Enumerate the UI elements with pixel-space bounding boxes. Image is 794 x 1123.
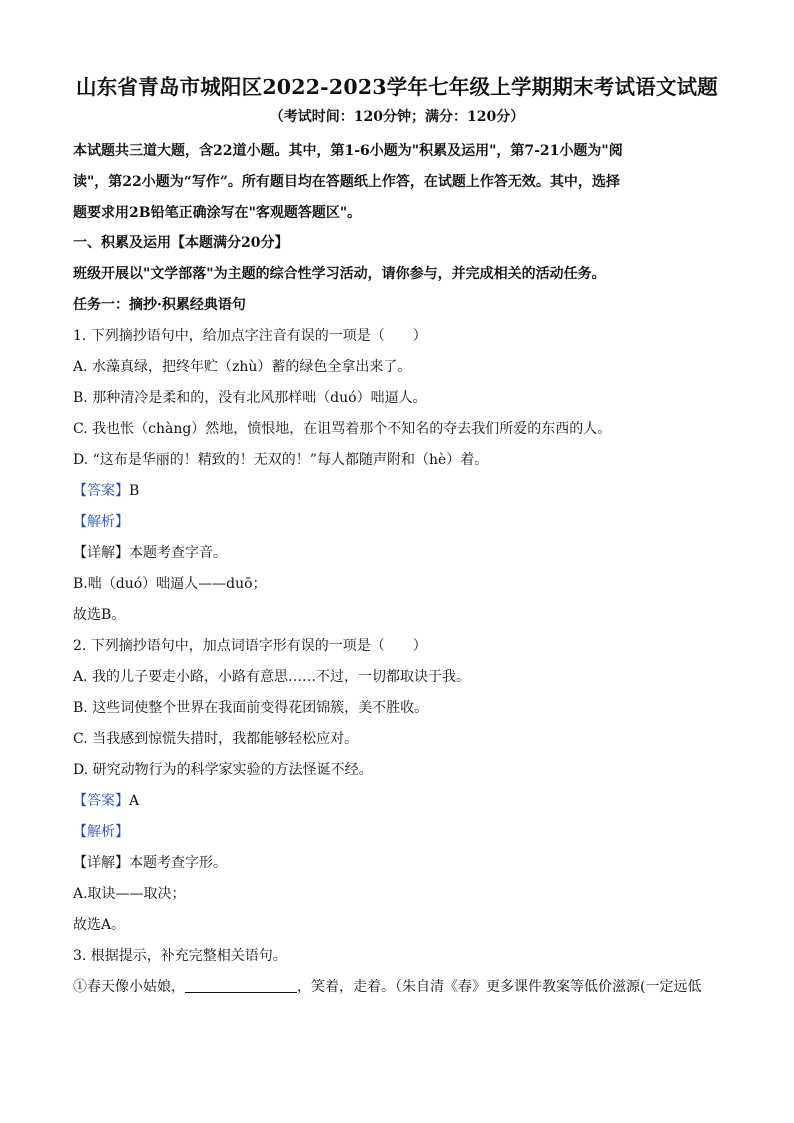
question-1-detail bbox=[73, 543, 227, 563]
item-1-after-blank: ，笑着，走着。（朱自清《春》更多课件教案等低价滋源(一定远低 bbox=[297, 979, 702, 995]
intro-line-1: 本试题共三道大题，含22道小题。其中，第1-6小题为"积累及运用"，第7-21小题为"阅 bbox=[73, 143, 623, 159]
question-2-stem: 2. 下列摘抄语句中，加点词语字形有误的一项是（ ） bbox=[73, 638, 427, 654]
question-1-option-b: B. 那种清冷是柔和的，没有北风那样咄（duó）咄逼人。 bbox=[73, 390, 427, 406]
question-2-option-a: A. 我的儿子要走小路，小路有意思……不过，一切都取诀于我。 bbox=[73, 669, 471, 685]
question-2-explanation: A.取诀——取决； bbox=[73, 886, 186, 902]
answer-value: A bbox=[129, 793, 140, 809]
question-3-item-1 bbox=[73, 977, 701, 997]
question-2-option-b: B. 这些词使整个世界在我面前变得花团锦簇，美不胜收。 bbox=[73, 700, 429, 716]
fill-in-blank bbox=[185, 978, 297, 993]
question-1-stem: 1. 下列摘抄语句中，给加点字注音有误的一项是（ ） bbox=[73, 328, 427, 344]
question-3-stem: 3. 根据提示，补充完整相关语句。 bbox=[73, 948, 287, 964]
question-2-answer bbox=[73, 791, 139, 811]
task-heading: 任务一：摘抄·积累经典语句 bbox=[73, 297, 246, 313]
activity-intro: 班级开展以"文学部落"为主题的综合性学习活动，请你参与，并完成相关的活动任务。 bbox=[73, 266, 606, 282]
answer-tag: 【答案】 bbox=[73, 483, 129, 499]
exam-info-subtitle: （考试时间：120分钟；满分：120分） bbox=[269, 109, 525, 125]
question-2-detail bbox=[73, 853, 227, 873]
answer-tag: 【答案】 bbox=[73, 793, 129, 809]
intro-line-3: 题要求用2B铅笔正确涂写在"客观题答题区"。 bbox=[73, 205, 362, 221]
question-1-option-c: C. 我也怅（chàng）然地，愤恨地，在诅骂着那个不知名的夺去我们所爱的东西的人。 bbox=[73, 421, 612, 437]
question-1-option-a: A. 水藻真绿，把终年贮（zhù）蓄的绿色全拿出来了。 bbox=[73, 359, 412, 375]
question-2-option-c: C. 当我感到惊慌失措时，我都能够轻松应对。 bbox=[73, 731, 359, 747]
item-1-before-blank: ①春天像小姑娘， bbox=[73, 979, 185, 995]
answer-value: B bbox=[129, 483, 140, 499]
question-1-conclusion: 故选B。 bbox=[73, 607, 126, 623]
question-2-analysis-tag: 【解析】 bbox=[73, 824, 129, 840]
intro-line-2: 读"，第22小题为“写作”。所有题目均在答题纸上作答，在试题上作答无效。其中，选择 bbox=[73, 174, 620, 190]
document-title: 山东省青岛市城阳区2022-2023学年七年级上学期期末考试语文试题 bbox=[76, 75, 718, 99]
question-1-analysis-tag: 【解析】 bbox=[73, 514, 129, 530]
detail-text: 本题考查字音。 bbox=[129, 545, 227, 561]
question-1-option-d: D. “这布是华丽的！精致的！无双的！”每人都随声附和（hè）着。 bbox=[73, 452, 489, 468]
section-heading: 一、积累及运用【本题满分20分】 bbox=[73, 235, 289, 251]
detail-tag: 【详解】 bbox=[73, 855, 129, 871]
question-1-explanation: B.咄（duó）咄逼人——duō； bbox=[73, 576, 267, 592]
detail-tag: 【详解】 bbox=[73, 545, 129, 561]
detail-text: 本题考查字形。 bbox=[129, 855, 227, 871]
question-2-conclusion: 故选A。 bbox=[73, 917, 126, 933]
question-1-answer bbox=[73, 481, 139, 501]
question-2-option-d: D. 研究动物行为的科学家实验的方法怪诞不经。 bbox=[73, 762, 373, 778]
